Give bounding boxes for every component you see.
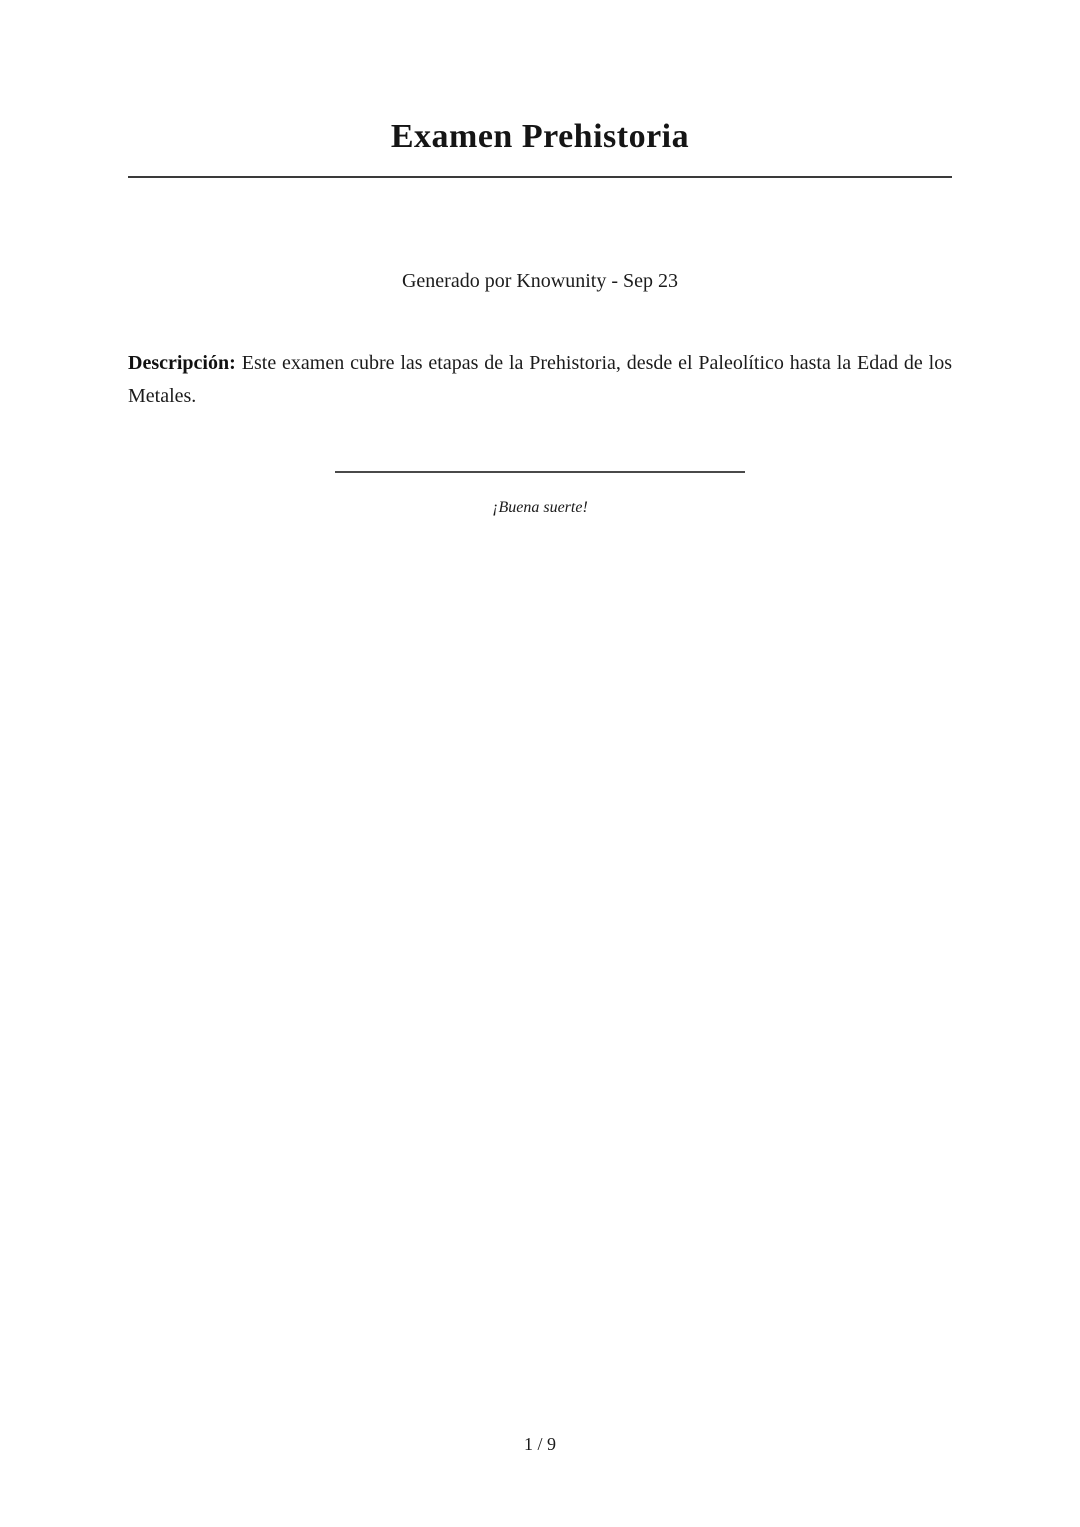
title-divider: [128, 176, 952, 178]
generated-by-line: Generado por Knowunity - Sep 23: [401, 270, 679, 292]
description-label: Descripción:: [128, 352, 236, 374]
page-title: Examen Prehistoria: [390, 118, 690, 155]
section-divider: [335, 471, 745, 473]
good-luck-note: ¡Buena suerte!: [492, 499, 588, 516]
description-text: Este examen cubre las etapas de la Prehistoria, desde el Paleolítico hasta la Edad de los Metales.: [128, 352, 952, 407]
page-number: 1 / 9: [523, 1434, 556, 1454]
description-paragraph: [128, 347, 952, 413]
